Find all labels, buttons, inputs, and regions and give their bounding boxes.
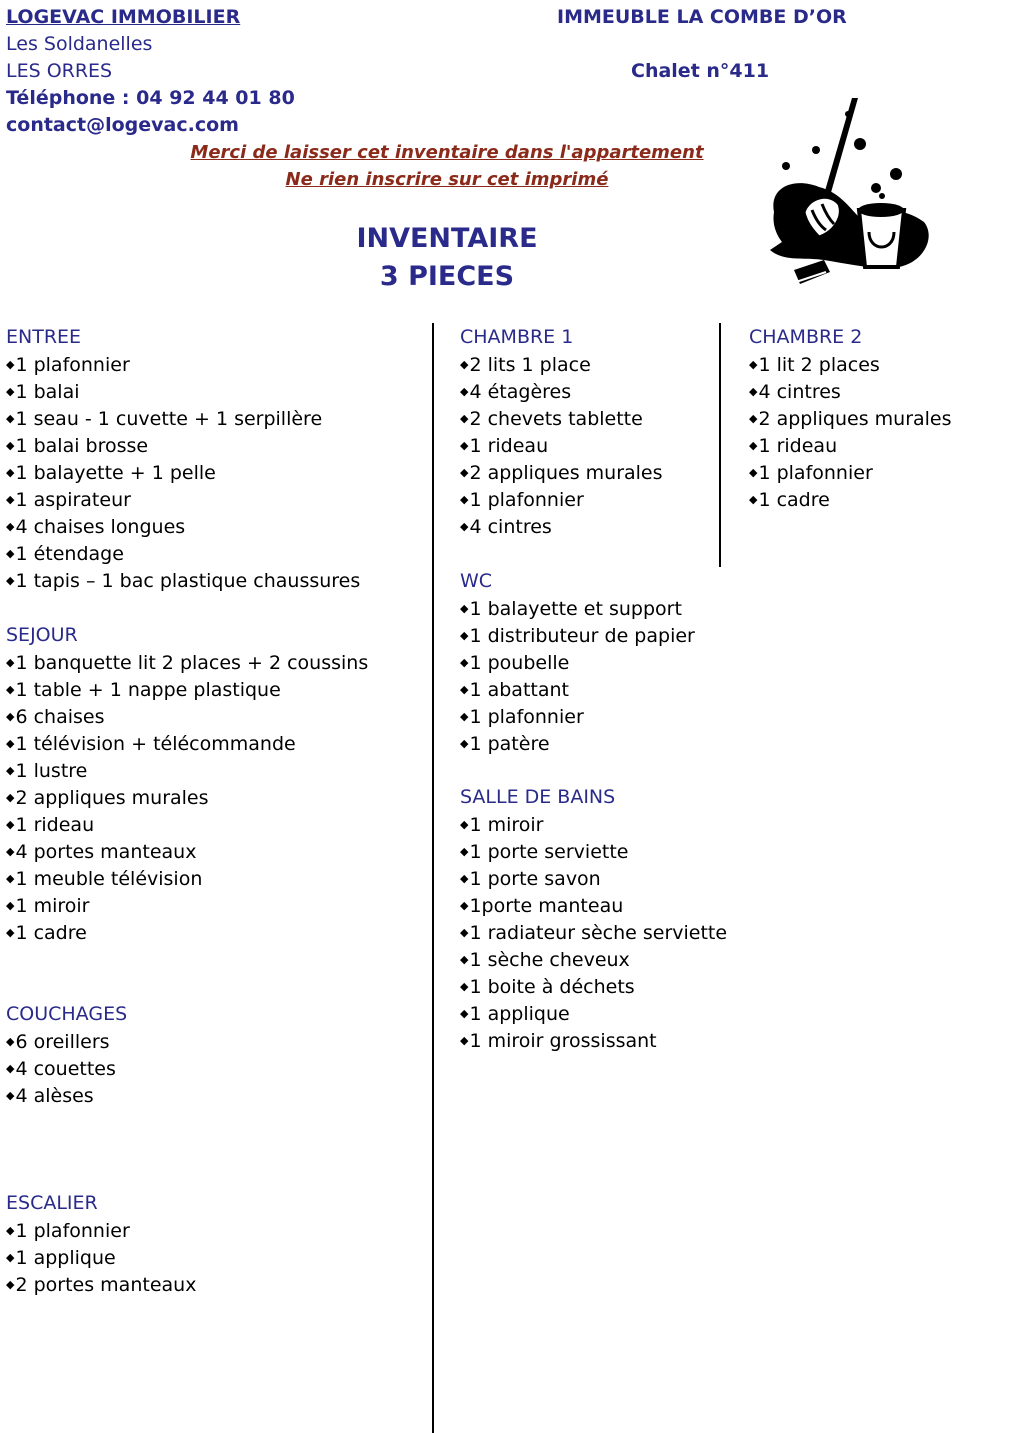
list-item-label: 4 chaises longues xyxy=(15,516,186,538)
section-title: ESCALIER xyxy=(6,1192,98,1214)
bullet-icon: ◆ xyxy=(460,683,469,696)
bullet-icon: ◆ xyxy=(460,845,469,858)
list-item xyxy=(460,892,727,919)
bullet-icon: ◆ xyxy=(6,466,15,479)
bullet-icon: ◆ xyxy=(6,872,15,885)
cleaning-icon xyxy=(764,92,934,292)
list-item xyxy=(6,784,368,811)
list-item xyxy=(460,649,695,676)
bullet-icon: ◆ xyxy=(6,764,15,777)
list-item xyxy=(460,432,663,459)
list-item-label: 1 lit 2 places xyxy=(758,354,880,376)
list-item xyxy=(6,378,360,405)
list-item-label: 4 portes manteaux xyxy=(15,841,197,863)
section-entree xyxy=(6,324,360,594)
address-line-1: Les Soldanelles xyxy=(6,33,153,55)
bullet-icon: ◆ xyxy=(460,385,469,398)
list-item-label: 1 meuble télévision xyxy=(15,868,203,890)
list-item-label: 1 balayette et support xyxy=(469,598,682,620)
section-chambre1 xyxy=(460,324,663,540)
company-name: LOGEVAC IMMOBILIER xyxy=(6,6,241,28)
bullet-icon: ◆ xyxy=(460,629,469,642)
list-item-label: 2 appliques murales xyxy=(469,462,663,484)
list-item-label: 1 rideau xyxy=(15,814,95,836)
list-item xyxy=(460,405,663,432)
list-item xyxy=(6,1244,196,1271)
bullet-icon: ◆ xyxy=(6,710,15,723)
section-title: CHAMBRE 1 xyxy=(460,326,574,348)
section-title: CHAMBRE 2 xyxy=(749,326,863,348)
list-item xyxy=(6,1217,196,1244)
bullet-icon: ◆ xyxy=(749,493,758,506)
list-item-label: 4 cintres xyxy=(469,516,552,538)
list-item-label: 4 alèses xyxy=(15,1085,94,1107)
list-item xyxy=(460,865,727,892)
list-item xyxy=(6,486,360,513)
list-item xyxy=(460,622,695,649)
list-item-label: 1 distributeur de papier xyxy=(469,625,695,647)
list-item xyxy=(6,865,368,892)
list-item-label: 1 radiateur sèche serviette xyxy=(469,922,728,944)
list-item-label: 1 télévision + télécommande xyxy=(15,733,296,755)
list-item-label: 1 abattant xyxy=(469,679,569,701)
section-title: SALLE DE BAINS xyxy=(460,786,616,808)
list-item-label: 6 chaises xyxy=(15,706,105,728)
list-item xyxy=(749,405,952,432)
list-item-label: 4 couettes xyxy=(15,1058,116,1080)
section-chambre2 xyxy=(749,324,952,513)
bullet-icon: ◆ xyxy=(6,926,15,939)
list-item-label: 1 boite à déchets xyxy=(469,976,635,998)
list-item xyxy=(749,432,952,459)
list-item-label: 1 applique xyxy=(15,1247,116,1269)
list-item xyxy=(6,757,368,784)
list-item-label: 1 miroir xyxy=(469,814,544,836)
list-item-label: 1 aspirateur xyxy=(15,489,131,511)
bullet-icon: ◆ xyxy=(6,1035,15,1048)
page-subtitle: 3 PIECES xyxy=(379,261,515,292)
list-item xyxy=(6,838,368,865)
bullet-icon: ◆ xyxy=(6,439,15,452)
bullet-icon: ◆ xyxy=(460,899,469,912)
list-item xyxy=(6,513,360,540)
bullet-icon: ◆ xyxy=(6,683,15,696)
bullet-icon: ◆ xyxy=(460,412,469,425)
list-item xyxy=(6,811,368,838)
bullet-icon: ◆ xyxy=(460,1007,469,1020)
bullet-icon: ◆ xyxy=(460,520,469,533)
list-item xyxy=(6,567,360,594)
list-item-label: 1 plafonnier xyxy=(469,489,584,511)
list-item-label: 1 plafonnier xyxy=(469,706,584,728)
list-item-label: 2 portes manteaux xyxy=(15,1274,197,1296)
section-couchages xyxy=(6,1001,127,1109)
bullet-icon: ◆ xyxy=(460,980,469,993)
bullet-icon: ◆ xyxy=(6,385,15,398)
list-item-label: 1 patère xyxy=(469,733,550,755)
bullet-icon: ◆ xyxy=(749,439,758,452)
list-item xyxy=(6,1271,196,1298)
list-item xyxy=(460,459,663,486)
list-item-label: 1 rideau xyxy=(469,435,549,457)
bullet-icon: ◆ xyxy=(6,1062,15,1075)
bullet-icon: ◆ xyxy=(460,439,469,452)
list-item xyxy=(749,486,952,513)
bullet-icon: ◆ xyxy=(460,926,469,939)
list-item xyxy=(6,405,360,432)
bullet-icon: ◆ xyxy=(460,710,469,723)
bullet-icon: ◆ xyxy=(6,1251,15,1264)
list-item xyxy=(749,459,952,486)
list-item-label: 2 appliques murales xyxy=(758,408,952,430)
list-item-label: 1 porte serviette xyxy=(469,841,629,863)
bullet-icon: ◆ xyxy=(6,358,15,371)
list-item xyxy=(460,946,727,973)
section-wc xyxy=(460,568,695,757)
list-item-label: 1 rideau xyxy=(758,435,838,457)
list-item xyxy=(6,730,368,757)
bullet-icon: ◆ xyxy=(460,1034,469,1047)
email: contact@logevac.com xyxy=(6,114,239,136)
bullet-icon: ◆ xyxy=(6,493,15,506)
bullet-icon: ◆ xyxy=(6,520,15,533)
bullet-icon: ◆ xyxy=(460,466,469,479)
notice-line-2: Ne rien inscrire sur cet imprimé xyxy=(285,169,609,190)
section-title: COUCHAGES xyxy=(6,1003,128,1025)
list-item xyxy=(460,486,663,513)
list-item-label: 1 banquette lit 2 places + 2 coussins xyxy=(15,652,369,674)
bullet-icon: ◆ xyxy=(749,385,758,398)
bullet-icon: ◆ xyxy=(460,818,469,831)
bullet-icon: ◆ xyxy=(6,737,15,750)
list-item-label: 4 étagères xyxy=(469,381,572,403)
list-item-label: 1 balai xyxy=(15,381,80,403)
list-item-label: 1 cadre xyxy=(15,922,87,944)
bullet-icon: ◆ xyxy=(6,1224,15,1237)
list-item xyxy=(460,595,695,622)
list-item xyxy=(6,676,368,703)
bullet-icon: ◆ xyxy=(460,602,469,615)
bullet-icon: ◆ xyxy=(6,547,15,560)
list-item-label: 1 étendage xyxy=(15,543,124,565)
bullet-icon: ◆ xyxy=(460,737,469,750)
list-item xyxy=(6,703,368,730)
bullet-icon: ◆ xyxy=(6,574,15,587)
list-item xyxy=(460,973,727,1000)
list-item xyxy=(6,1055,127,1082)
list-item-label: 1 plafonnier xyxy=(15,1220,130,1242)
list-item-label: 1 balayette + 1 pelle xyxy=(15,462,216,484)
bullet-icon: ◆ xyxy=(6,791,15,804)
list-item xyxy=(460,730,695,757)
bullet-icon: ◆ xyxy=(6,656,15,669)
bullet-icon: ◆ xyxy=(460,493,469,506)
list-item-label: 1 tapis – 1 bac plastique chaussures xyxy=(15,570,361,592)
list-item-label: 1 plafonnier xyxy=(758,462,873,484)
list-item xyxy=(460,351,663,378)
list-item xyxy=(460,513,663,540)
list-item xyxy=(460,1000,727,1027)
list-item-label: 1 miroir xyxy=(15,895,90,917)
bullet-icon: ◆ xyxy=(460,953,469,966)
list-item-label: 1 plafonnier xyxy=(15,354,130,376)
section-sejour xyxy=(6,622,368,946)
section-title: SEJOUR xyxy=(6,624,78,646)
bullet-icon: ◆ xyxy=(749,412,758,425)
list-item xyxy=(6,351,360,378)
list-item xyxy=(460,703,695,730)
bullet-icon: ◆ xyxy=(6,845,15,858)
section-title: ENTREE xyxy=(6,326,82,348)
list-item xyxy=(6,432,360,459)
list-item xyxy=(460,676,695,703)
notice-line-1: Merci de laisser cet inventaire dans l'appartement xyxy=(190,142,704,163)
list-item-label: 1 miroir grossissant xyxy=(469,1030,657,1052)
section-escalier xyxy=(6,1190,196,1298)
list-item xyxy=(460,811,727,838)
list-item xyxy=(749,351,952,378)
list-item-label: 1 porte savon xyxy=(469,868,601,890)
list-item xyxy=(460,919,727,946)
list-item xyxy=(460,378,663,405)
page-title: INVENTAIRE xyxy=(356,223,538,254)
list-item-label: 2 appliques murales xyxy=(15,787,209,809)
list-item-label: 1 cadre xyxy=(758,489,830,511)
column-divider-left xyxy=(432,323,434,1433)
address-line-2: LES ORRES xyxy=(6,60,113,82)
building-name: IMMEUBLE LA COMBE D’OR xyxy=(557,6,847,28)
bullet-icon: ◆ xyxy=(6,818,15,831)
bullet-icon: ◆ xyxy=(460,872,469,885)
section-title: WC xyxy=(460,570,493,592)
list-item xyxy=(6,459,360,486)
list-item-label: 4 cintres xyxy=(758,381,841,403)
list-item xyxy=(6,919,368,946)
list-item xyxy=(6,540,360,567)
list-item xyxy=(6,649,368,676)
bullet-icon: ◆ xyxy=(749,466,758,479)
bullet-icon: ◆ xyxy=(749,358,758,371)
list-item xyxy=(460,1027,727,1054)
list-item-label: 1 applique xyxy=(469,1003,570,1025)
phone: Téléphone : 04 92 44 01 80 xyxy=(6,87,295,109)
list-item xyxy=(749,378,952,405)
column-divider-right xyxy=(719,323,721,567)
list-item-label: 1 poubelle xyxy=(469,652,570,674)
list-item-label: 1 lustre xyxy=(15,760,88,782)
bullet-icon: ◆ xyxy=(6,412,15,425)
bullet-icon: ◆ xyxy=(6,1089,15,1102)
list-item-label: 1 table + 1 nappe plastique xyxy=(15,679,281,701)
list-item xyxy=(6,892,368,919)
bullet-icon: ◆ xyxy=(460,358,469,371)
section-salle-de-bains xyxy=(460,784,727,1054)
bullet-icon: ◆ xyxy=(6,899,15,912)
list-item-label: 2 chevets tablette xyxy=(469,408,643,430)
list-item xyxy=(6,1082,127,1109)
list-item-label: 6 oreillers xyxy=(15,1031,110,1053)
list-item xyxy=(6,1028,127,1055)
list-item-label: 1 sèche cheveux xyxy=(469,949,630,971)
bullet-icon: ◆ xyxy=(460,656,469,669)
list-item-label: 1 balai brosse xyxy=(15,435,149,457)
bullet-icon: ◆ xyxy=(6,1278,15,1291)
list-item-label: 1porte manteau xyxy=(469,895,624,917)
chalet-number: Chalet n°411 xyxy=(631,60,770,82)
list-item-label: 2 lits 1 place xyxy=(469,354,591,376)
list-item-label: 1 seau - 1 cuvette + 1 serpillère xyxy=(15,408,323,430)
list-item xyxy=(460,838,727,865)
